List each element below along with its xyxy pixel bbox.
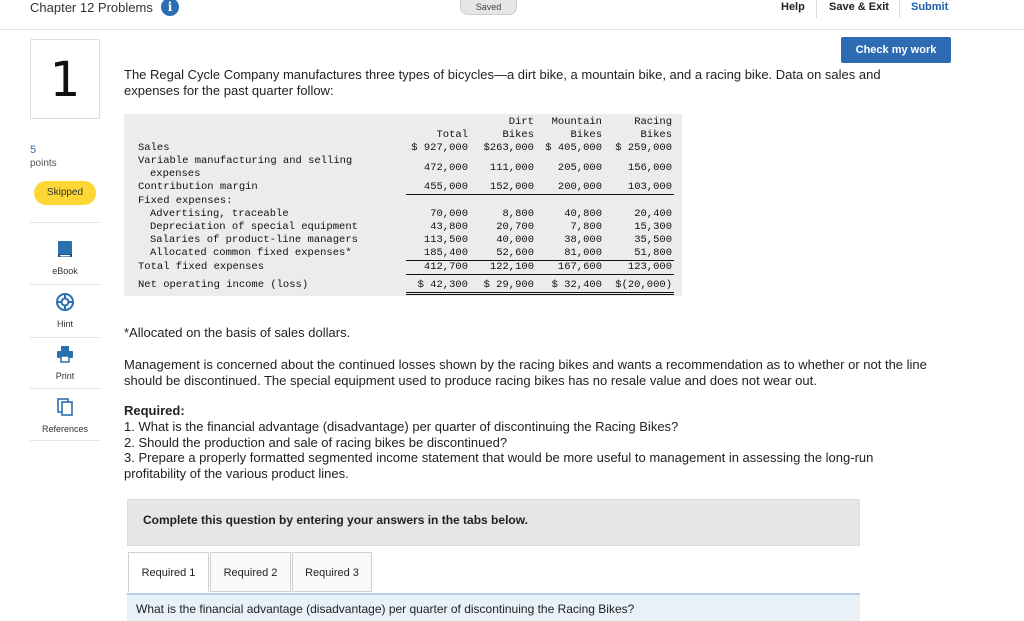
ebook-icon	[30, 240, 100, 262]
tab-required-1[interactable]: Required 1	[128, 552, 209, 592]
question-prompt-bar	[127, 593, 860, 621]
table-cell: 8,800	[502, 207, 534, 220]
required-item: 3. Prepare a properly formatted segmented income statement that would be more useful to management in assessing the long-run profitability of the various product lines.	[124, 450, 874, 481]
table-row	[136, 234, 674, 247]
table-cell: Bikes	[502, 129, 534, 141]
table-cell: 103,000	[604, 181, 674, 195]
tab-required-3[interactable]: Required 3	[292, 552, 372, 592]
table-cell: 111,000	[489, 161, 534, 174]
hint-icon	[30, 293, 100, 315]
saved-indicator: Saved	[460, 0, 517, 15]
table-cell: $ 405,000	[545, 142, 602, 154]
ebook-label: eBook	[52, 266, 78, 276]
question-prompt: What is the financial advantage (disadvantage) per quarter of discontinuing the Racing Bikes?	[136, 602, 635, 616]
top-bar	[0, 0, 1024, 30]
hint-button[interactable]	[30, 293, 100, 329]
row-label: Salaries of product-line managers	[150, 233, 358, 246]
table-cell	[136, 116, 406, 129]
points-label: points	[30, 158, 57, 169]
save-exit-link[interactable]: Save & Exit	[829, 1, 889, 13]
table-row	[136, 208, 674, 221]
table-cell: 156,000	[627, 161, 672, 174]
table-cell	[136, 129, 406, 142]
table-cell: $ 927,000	[411, 142, 468, 154]
table-cell: Bikes	[640, 129, 672, 141]
table-cell: Bikes	[570, 129, 602, 141]
table-cell: 40,000	[496, 233, 534, 246]
ebook-button[interactable]	[30, 240, 100, 276]
divider	[30, 284, 100, 285]
required-item: 2. Should the production and sale of racing bikes be discontinued?	[124, 434, 508, 450]
table-row	[136, 260, 674, 274]
row-label: Allocated common fixed expenses*	[150, 246, 352, 259]
divider	[30, 337, 100, 338]
table-cell: 35,500	[634, 233, 672, 246]
table-cell: 70,000	[430, 207, 468, 220]
references-label: References	[41, 424, 89, 434]
table-cell: 455,000	[406, 181, 470, 195]
divider	[30, 440, 100, 441]
hint-label: Hint	[56, 319, 73, 329]
row-label: Depreciation of special equipment	[150, 220, 358, 233]
table-cell: 123,000	[604, 260, 674, 274]
help-link[interactable]: Help	[781, 1, 805, 13]
table-cell: 472,000	[423, 161, 468, 174]
table-cell: 51,800	[604, 247, 674, 261]
points-value: 5	[30, 144, 37, 156]
chapter-title: Chapter 12 Problems	[30, 0, 153, 15]
table-header-row	[136, 116, 674, 129]
table-cell: 40,800	[564, 207, 602, 220]
required-heading: Required:	[124, 403, 185, 418]
table-cell: 20,700	[496, 220, 534, 233]
row-label: Net operating income (loss)	[138, 279, 309, 291]
table-cell: $ 29,900	[470, 274, 536, 293]
info-icon[interactable]: i	[161, 0, 179, 16]
table-cell: 43,800	[430, 220, 468, 233]
table-row	[136, 181, 674, 195]
required-item: 1. What is the financial advantage (disadvantage) per quarter of discontinuing the Racing Bikes?	[124, 419, 679, 434]
financial-table-panel	[124, 114, 682, 296]
check-my-work-button[interactable]: Check my work	[841, 37, 951, 63]
question-number: 1	[30, 39, 100, 119]
divider	[899, 0, 900, 18]
row-label: Contribution margin	[138, 181, 258, 194]
divider	[30, 222, 100, 223]
table-cell: 412,700	[406, 260, 470, 274]
table-row	[136, 247, 674, 261]
status-badge: Skipped	[34, 181, 96, 205]
table-cell: 52,600	[470, 247, 536, 261]
tab-required-2[interactable]: Required 2	[210, 552, 291, 592]
table-cell: Total	[436, 129, 468, 141]
table-cell: 38,000	[564, 233, 602, 246]
table-cell: 122,100	[470, 260, 536, 274]
row-label: expenses	[150, 168, 201, 180]
divider	[30, 388, 100, 389]
table-row	[136, 155, 674, 168]
table-cell: 113,500	[423, 233, 468, 246]
references-icon	[30, 398, 100, 420]
row-label: Advertising, traceable	[150, 207, 289, 220]
table-header-row	[136, 129, 674, 142]
table-cell: Racing	[634, 116, 672, 128]
table-cell: 185,400	[406, 247, 470, 261]
table-cell: Mountain	[551, 116, 602, 128]
table-row	[136, 221, 674, 234]
submit-link[interactable]: Submit	[911, 1, 949, 13]
table-cell: 200,000	[536, 181, 604, 195]
divider	[816, 0, 817, 18]
row-label: Total fixed expenses	[138, 260, 265, 273]
table-row	[136, 142, 674, 155]
row-label: Fixed expenses:	[138, 194, 233, 207]
row-label: Variable manufacturing and selling	[138, 155, 353, 167]
print-label: Print	[55, 371, 75, 381]
table-cell: 167,600	[536, 260, 604, 274]
instructions-text: Complete this question by entering your answers in the tabs below.	[143, 513, 528, 527]
management-text: Management is concerned about the continued losses shown by the racing bikes and wants a recommendation as to whether or not the line should be discontinued. The special equipment used to produce racing bikes has no resale value and does not wear out.	[124, 357, 927, 388]
intro-text: The Regal Cycle Company manufactures three types of bicycles—a dirt bike, a mountain bike, and a racing bike. Data on sales and expenses for the past quarter follow:	[124, 67, 881, 98]
footnote: *Allocated on the basis of sales dollars.	[124, 325, 351, 340]
instructions-banner	[127, 499, 860, 546]
table-cell: $ 32,400	[536, 274, 604, 293]
table-cell: $263,000	[483, 142, 534, 154]
table-cell: 15,300	[634, 220, 672, 233]
table-row	[136, 195, 674, 208]
references-button[interactable]	[30, 398, 100, 434]
print-icon	[30, 345, 100, 367]
print-button[interactable]	[30, 345, 100, 381]
financial-table	[136, 116, 674, 295]
table-cell: $ 259,000	[615, 142, 672, 154]
table-cell: Dirt	[508, 116, 534, 128]
row-label: Sales	[138, 142, 170, 154]
table-cell	[406, 116, 470, 129]
table-cell: 205,000	[557, 161, 602, 174]
table-cell: 20,400	[634, 207, 672, 220]
table-cell: $ 42,300	[406, 274, 470, 293]
required-list	[124, 419, 934, 481]
table-cell: $(20,000)	[604, 274, 674, 293]
table-cell: 152,000	[470, 181, 536, 195]
table-row	[136, 274, 674, 293]
table-cell: 7,800	[570, 220, 602, 233]
table-cell: 81,000	[536, 247, 604, 261]
